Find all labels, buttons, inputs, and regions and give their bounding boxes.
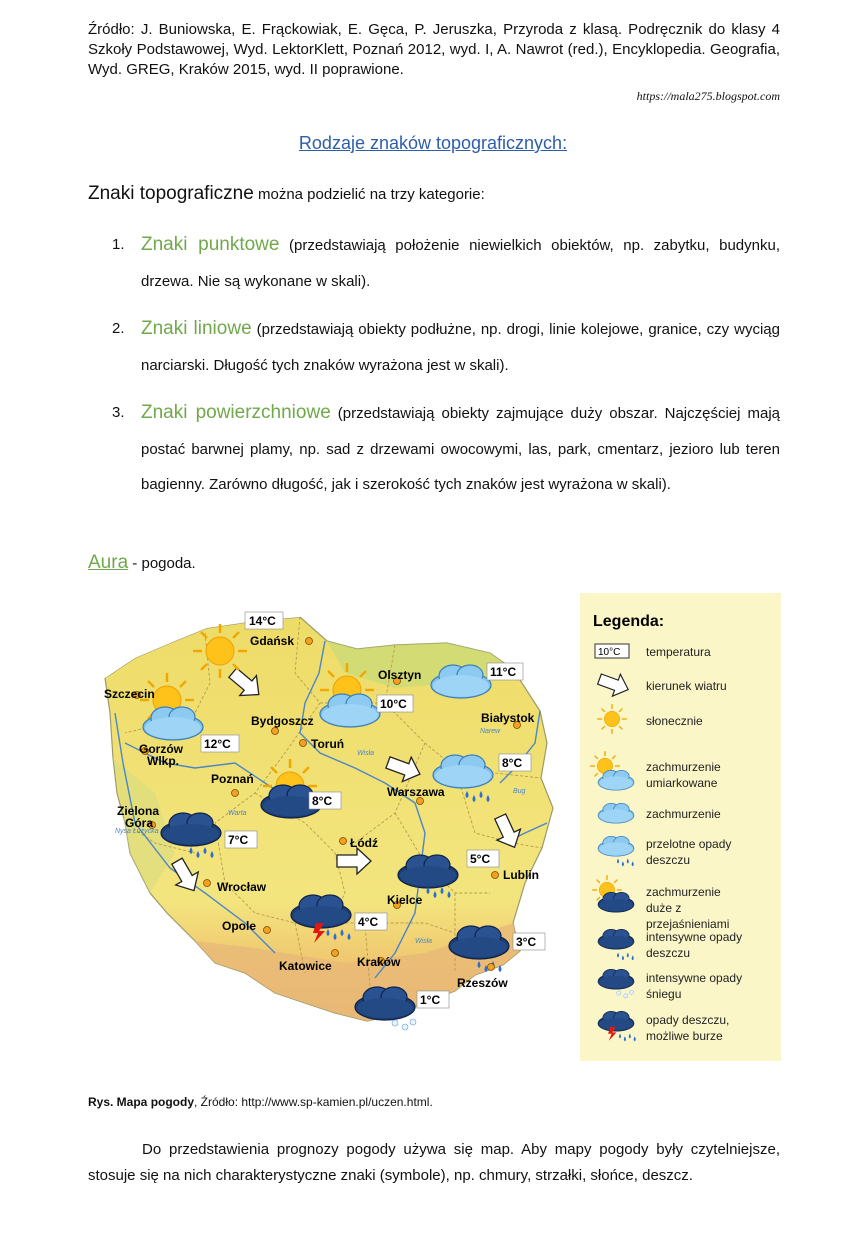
city-label: Gdańsk	[250, 634, 295, 648]
legend-label: kierunek wiatru	[646, 679, 727, 693]
svg-text:intensywne opadyśniegu: intensywne opady śniegu	[646, 971, 743, 1001]
city-label: Kielce	[387, 893, 423, 907]
city-label: Toruń	[311, 737, 345, 751]
svg-text:14°C: 14°C	[249, 614, 276, 628]
list-item	[112, 227, 780, 299]
item-number: 2.	[112, 320, 125, 337]
blog-url: https://mala275.blogspot.com	[636, 89, 780, 103]
snow-icon	[392, 1019, 416, 1030]
svg-text:11°C: 11°C	[490, 665, 517, 679]
item-term: Znaki powierzchniowe	[141, 402, 331, 423]
legend-sun-icon	[597, 704, 627, 734]
svg-text:7°C: 7°C	[228, 833, 249, 847]
city-label: Katowice	[279, 959, 332, 973]
city-label: Rzeszów	[457, 976, 508, 990]
item-text: (przedstawiają obiekty zajmujące duży obszar. Najczęściej mają postać barwnej plamy, np. sad z drzewami owocowymi, las, park, cmentarz, jezioro lub teren bagienny. Zarówno długość, jak i szerokość tych znaków jest wyrażona w skali).	[141, 405, 780, 493]
intro-rest: można podzielić na trzy kategorie:	[253, 186, 485, 203]
intro-sentence	[88, 183, 485, 205]
svg-text:8°C: 8°C	[502, 756, 523, 770]
svg-text:3°C: 3°C	[516, 935, 537, 949]
weather-map-figure	[95, 593, 781, 1063]
city-label-zielona-gora	[117, 804, 159, 830]
svg-text:przelotne opadydeszczu: przelotne opady deszczu	[646, 837, 732, 867]
city-label: Warszawa	[387, 785, 445, 799]
city-label: Lublin	[503, 868, 539, 882]
sun-icon	[193, 624, 247, 678]
city-label: Kraków	[357, 955, 401, 969]
temp-box	[245, 612, 283, 629]
temp-box	[201, 735, 239, 752]
svg-text:opady deszczu,możliwe burze: opady deszczu, możliwe burze	[646, 1013, 730, 1043]
city-label: Opole	[222, 919, 257, 933]
source-citation: Źródło: J. Buniowska, E. Frąckowiak, E. Gęca, P. Jeruszka, Przyroda z klasą. Podręcznik do klasy 4 Szkoły Podstawowej, Wyd. LektorKlett, Poznań 2012, wyd. I, A. Nawrot (red.), Encyklopedia. Geografia, Wyd. GREG, Kraków 2015, wyd. II poprawione.	[88, 21, 780, 78]
river-label: Narew	[480, 728, 501, 735]
svg-text:zachmurzenieduże zprzejaśnieni: zachmurzenie duże z przejaśnieniami	[646, 885, 730, 931]
river-label: Wisła	[357, 750, 375, 757]
svg-text:12°C: 12°C	[204, 737, 231, 751]
river-label: Bug	[513, 788, 526, 795]
svg-text:ZielonaGóra: Zielona Góra	[117, 804, 160, 830]
list-item	[112, 311, 780, 383]
river-label: Wisła	[415, 938, 433, 945]
intro-term: Znaki topograficzne	[88, 183, 254, 204]
temp-box	[487, 663, 523, 680]
item-term: Znaki punktowe	[141, 234, 280, 255]
svg-text:intensywne opadydeszczu: intensywne opady deszczu	[646, 930, 743, 960]
svg-text:5°C: 5°C	[470, 852, 491, 866]
city-label: Łódź	[350, 836, 378, 850]
temp-box	[513, 933, 545, 950]
item-term: Znaki liniowe	[141, 318, 252, 339]
temp-box	[309, 792, 341, 809]
city-label: Szczecin	[104, 687, 155, 701]
svg-text:10°C: 10°C	[598, 647, 621, 658]
figure-caption	[88, 1095, 433, 1109]
caption-bold: Rys. Mapa pogody	[88, 1095, 195, 1109]
city-label: Poznań	[211, 772, 254, 786]
river-label: Warta	[228, 810, 247, 817]
aura-line	[88, 552, 196, 574]
aura-term: Aura	[88, 552, 129, 573]
legend-temp-sample	[595, 644, 629, 658]
legend-label: zachmurzenie	[646, 807, 721, 821]
city-label: Bydgoszcz	[251, 714, 314, 728]
temp-box	[225, 831, 257, 848]
page-title: Rodzaje znaków topograficznych:	[298, 133, 568, 153]
list-item	[112, 395, 780, 503]
legend-label: temperatura	[646, 645, 711, 659]
temp-box	[417, 991, 449, 1008]
item-text: (przedstawiają obiekty podłużne, np. drogi, linie kolejowe, granice, czy wyciąg narciarski. Długość tych znaków wyrażona jest w skali).	[141, 321, 780, 374]
temp-box	[499, 754, 531, 771]
river-label: Nysa Łużycka	[115, 828, 159, 835]
city-label: Białystok	[481, 711, 535, 725]
svg-text:10°C: 10°C	[380, 697, 407, 711]
temp-box	[467, 850, 499, 867]
item-text: (przedstawiają położenie niewielkich obiektów, np. zabytku, budynku, drzewa. Nie są wykonane w skali).	[141, 237, 780, 290]
svg-text:4°C: 4°C	[358, 915, 379, 929]
temp-box	[377, 695, 413, 712]
legend-title: Legenda:	[593, 613, 665, 630]
svg-text:zachmurzenieumiarkowane: zachmurzenie umiarkowane	[646, 760, 721, 790]
legend	[580, 593, 781, 1061]
city-label: Olsztyn	[378, 668, 422, 682]
city-label: Wrocław	[217, 880, 267, 894]
item-number: 3.	[112, 404, 125, 421]
temp-box	[355, 913, 387, 930]
caption-source: , Źródło: http://www.sp-kamien.pl/uczen.html.	[194, 1095, 433, 1109]
legend-label: słonecznie	[646, 714, 703, 728]
svg-text:GorzówWlkp.: Gorzów Wlkp.	[139, 742, 183, 768]
weather-map	[95, 593, 781, 1063]
svg-text:8°C: 8°C	[312, 794, 333, 808]
aura-rest: - pogoda.	[128, 555, 196, 572]
item-number: 1.	[112, 236, 125, 253]
closing-paragraph: Do przedstawienia prognozy pogody używa się map. Aby mapy pogody były czytelniejsze, stosuje się na nich charakterystyczne znaki (symbole), np. chmury, strzałki, słońce, deszcz.	[88, 1141, 780, 1184]
svg-text:1°C: 1°C	[420, 993, 441, 1007]
